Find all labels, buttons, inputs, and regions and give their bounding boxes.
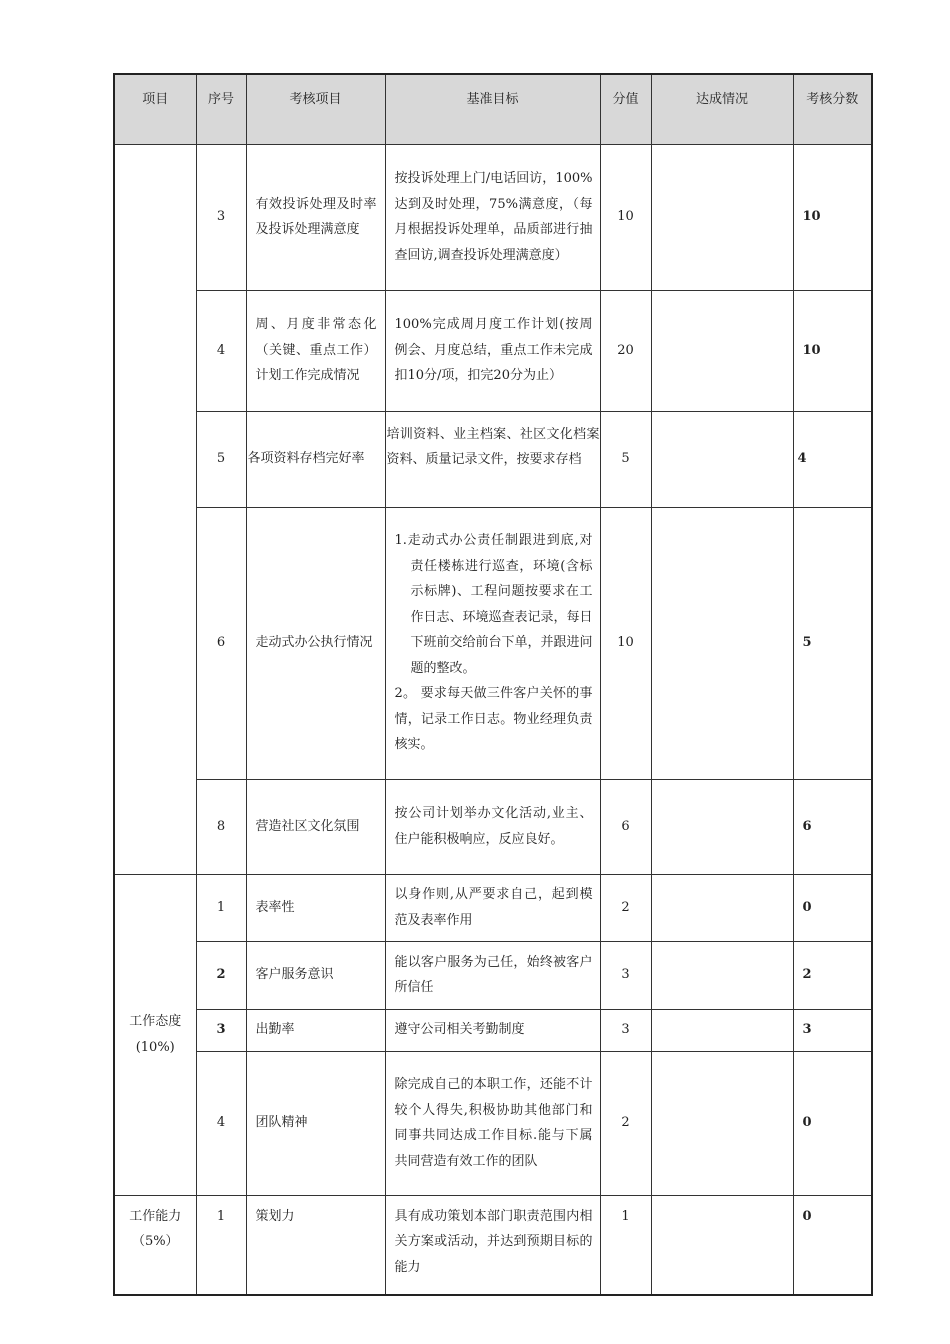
header-score: 考核分数 xyxy=(793,74,872,144)
achievement-cell xyxy=(651,1009,793,1051)
points-cell: 1 xyxy=(600,1195,651,1295)
header-achievement: 达成情况 xyxy=(651,74,793,144)
item-cell: 营造社区文化氛围 xyxy=(246,779,385,874)
score-cell: 2 xyxy=(793,941,872,1009)
seq-cell: 4 xyxy=(196,1051,246,1195)
achievement-cell xyxy=(651,1195,793,1295)
table-row xyxy=(114,507,872,779)
target-cell: 100%完成周月度工作计划(按周例会、月度总结，重点工作未完成扣10分/项，扣完20分为止） xyxy=(385,290,600,411)
table-row xyxy=(114,779,872,874)
seq-cell: 6 xyxy=(196,507,246,779)
score-cell: 10 xyxy=(793,290,872,411)
item-cell: 表率性 xyxy=(246,874,385,941)
achievement-cell xyxy=(651,941,793,1009)
item-cell: 团队精神 xyxy=(246,1051,385,1195)
table-row xyxy=(114,941,872,1009)
seq-cell: 8 xyxy=(196,779,246,874)
points-cell: 10 xyxy=(600,144,651,290)
target-cell: 以身作则,从严要求自己，起到模范及表率作用 xyxy=(385,874,600,941)
score-cell: 10 xyxy=(793,144,872,290)
seq-cell: 4 xyxy=(196,290,246,411)
score-cell: 0 xyxy=(793,1195,872,1295)
category-cell-empty xyxy=(114,144,196,874)
seq-cell: 3 xyxy=(196,1009,246,1051)
target-point-1: 1.走动式办公责任制跟进到底,对责任楼栋进行巡查，环境(含标示标牌)、工程问题按要求在工作日志、环境巡查表记录，每日下班前交给前台下单，并跟进问题的整改。 xyxy=(394,533,593,676)
table-row xyxy=(114,411,872,507)
header-item: 考核项目 xyxy=(246,74,385,144)
points-cell: 5 xyxy=(600,411,651,507)
item-cell: 客户服务意识 xyxy=(246,941,385,1009)
target-cell: 除完成自己的本职工作，还能不计较个人得失,积极协助其他部门和同事共同达成工作目标.能与下属共同营造有效工作的团队 xyxy=(385,1051,600,1195)
table-row xyxy=(114,144,872,290)
seq-cell: 2 xyxy=(196,941,246,1009)
achievement-cell xyxy=(651,779,793,874)
achievement-cell xyxy=(651,290,793,411)
seq-cell: 5 xyxy=(196,411,246,507)
score-cell: 5 xyxy=(793,507,872,779)
item-cell: 各项资料存档完好率 xyxy=(246,411,385,507)
achievement-cell xyxy=(651,874,793,941)
item-cell: 策划力 xyxy=(246,1195,385,1295)
table-row xyxy=(114,1009,872,1051)
achievement-cell xyxy=(651,411,793,507)
target-cell: 培训资料、业主档案、社区文化档案资料、质量记录文件，按要求存档 xyxy=(385,411,600,507)
table-row xyxy=(114,1195,872,1295)
category-cell-ability: 工作能力（5%） xyxy=(114,1195,196,1295)
item-cell: 走动式办公执行情况 xyxy=(246,507,385,779)
header-row xyxy=(114,74,872,144)
score-cell: 0 xyxy=(793,874,872,941)
score-cell: 3 xyxy=(793,1009,872,1051)
target-cell: 能以客户服务为己任，始终被客户所信任 xyxy=(385,941,600,1009)
table-row xyxy=(114,1051,872,1195)
score-cell: 6 xyxy=(793,779,872,874)
points-cell: 3 xyxy=(600,1009,651,1051)
points-cell: 10 xyxy=(600,507,651,779)
achievement-cell xyxy=(651,507,793,779)
table-row xyxy=(114,290,872,411)
header-points: 分值 xyxy=(600,74,651,144)
points-cell: 2 xyxy=(600,874,651,941)
target-point-2: 2。 要求每天做三件客户关怀的事情，记录工作日志。物业经理负责核实。 xyxy=(394,686,593,753)
assessment-table-page xyxy=(113,73,871,1296)
score-cell: 0 xyxy=(793,1051,872,1195)
score-cell: 4 xyxy=(793,411,872,507)
seq-cell: 3 xyxy=(196,144,246,290)
header-category: 项目 xyxy=(114,74,196,144)
table-row xyxy=(114,874,872,941)
points-cell: 20 xyxy=(600,290,651,411)
target-cell: 具有成功策划本部门职责范围内相关方案或活动，并达到预期目标的能力 xyxy=(385,1195,600,1295)
seq-cell: 1 xyxy=(196,1195,246,1295)
points-cell: 6 xyxy=(600,779,651,874)
points-cell: 3 xyxy=(600,941,651,1009)
assessment-table xyxy=(113,73,873,1296)
target-cell: 遵守公司相关考勤制度 xyxy=(385,1009,600,1051)
target-cell: 按投诉处理上门/电话回访，100%达到及时处理，75%满意度，（每月根据投诉处理单，品质部进行抽查回访,调查投诉处理满意度） xyxy=(385,144,600,290)
item-cell: 周、月度非常态化（关键、重点工作）计划工作完成情况 xyxy=(246,290,385,411)
header-target: 基准目标 xyxy=(385,74,600,144)
item-cell: 有效投诉处理及时率及投诉处理满意度 xyxy=(246,144,385,290)
achievement-cell xyxy=(651,1051,793,1195)
points-cell: 2 xyxy=(600,1051,651,1195)
target-cell: 按公司计划举办文化活动,业主、住户能积极响应，反应良好。 xyxy=(385,779,600,874)
item-cell: 出勤率 xyxy=(246,1009,385,1051)
achievement-cell xyxy=(651,144,793,290)
category-cell-attitude: 工作态度(10%) xyxy=(114,874,196,1195)
header-seq: 序号 xyxy=(196,74,246,144)
seq-cell: 1 xyxy=(196,874,246,941)
target-cell xyxy=(385,507,600,779)
